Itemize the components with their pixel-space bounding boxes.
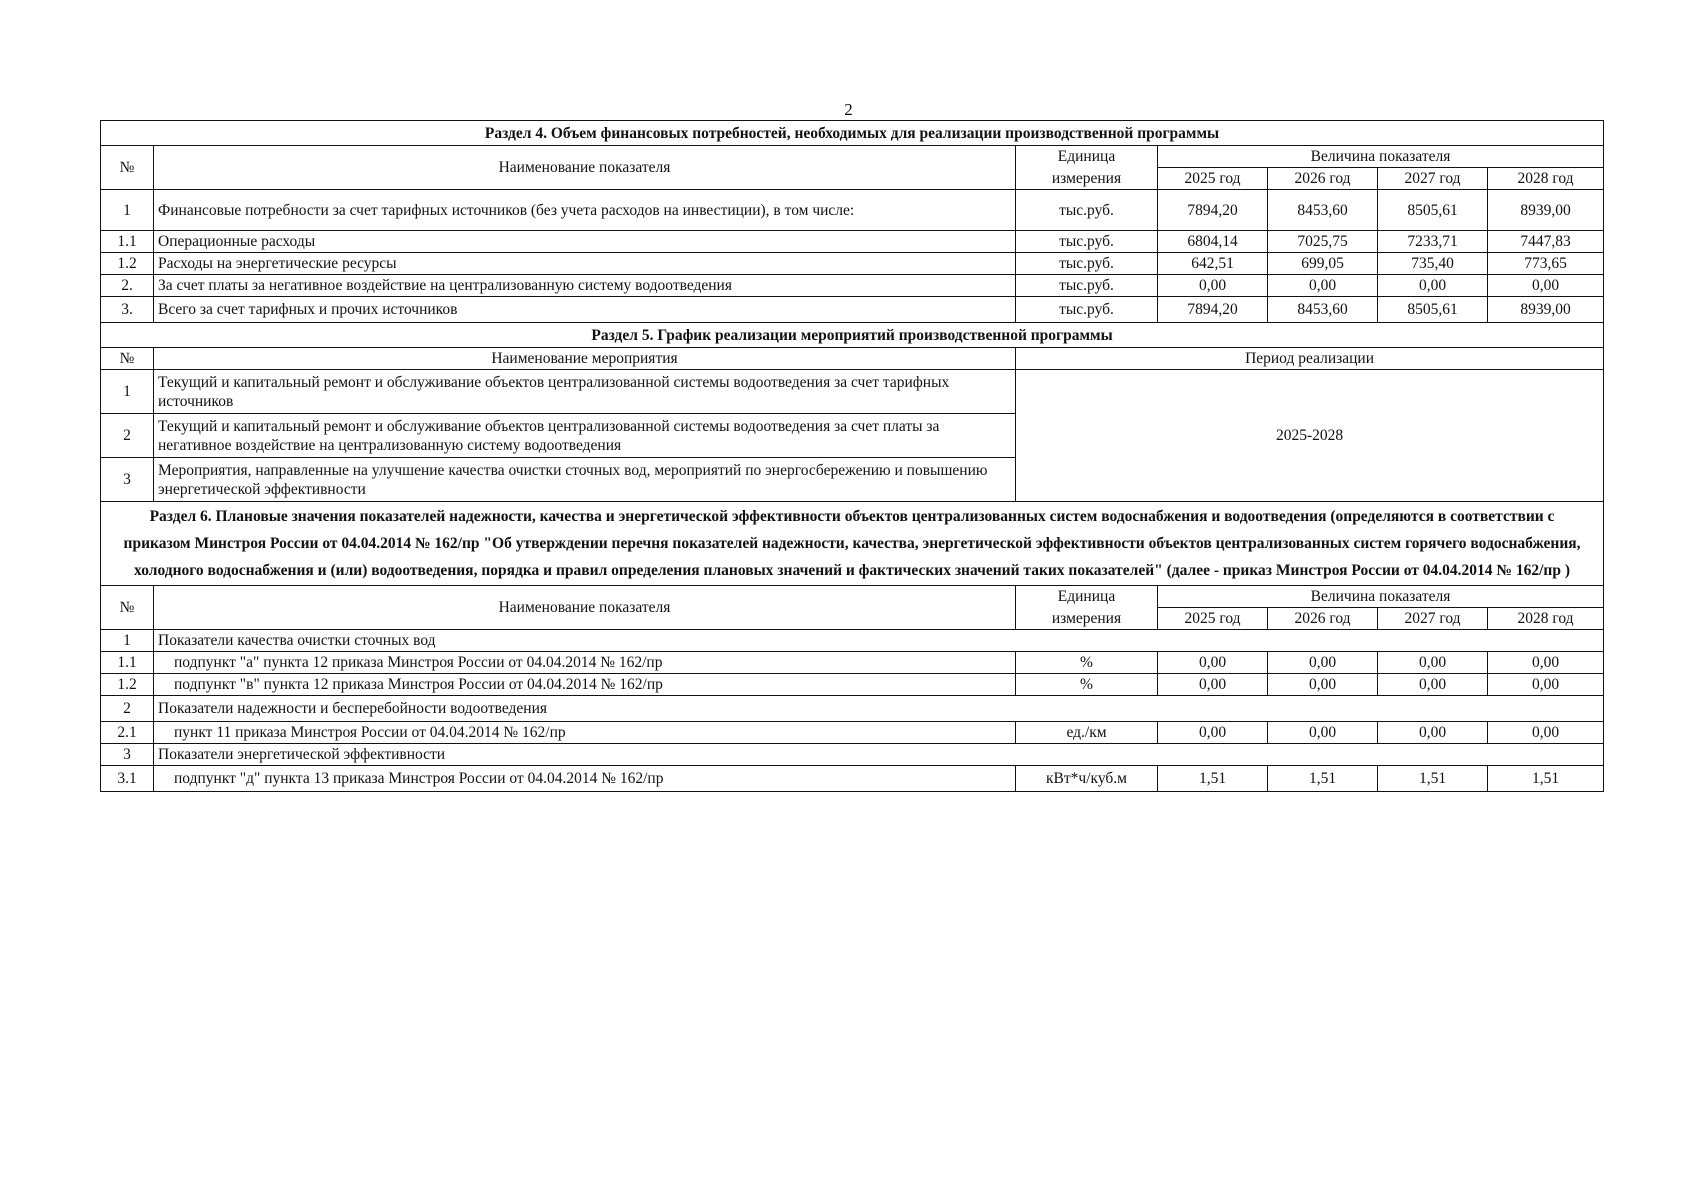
row-num: 2. [101, 275, 154, 297]
section4-title: Раздел 4. Объем финансовых потребностей, необходимых для реализации производственной программы [101, 121, 1604, 146]
row-value: 642,51 [1158, 253, 1268, 275]
s4-row [101, 297, 1604, 323]
row-name: За счет платы за негативное воздействие на централизованную систему водоотведения [154, 275, 1016, 297]
row-num: 1 [101, 370, 154, 414]
row-num: 3 [101, 744, 154, 766]
s4-header-value-group: Величина показателя [1158, 146, 1604, 168]
section5-title: Раздел 5. График реализации мероприятий производственной программы [101, 323, 1604, 348]
s6-header-unit-line2: измерения [1016, 608, 1158, 630]
s6-header-year: 2028 год [1488, 608, 1604, 630]
row-unit: тыс.руб. [1016, 253, 1158, 275]
row-value: 0,00 [1378, 275, 1488, 297]
s6-header-num: № [101, 586, 154, 630]
row-num: 3 [101, 458, 154, 502]
row-value: 7894,20 [1158, 190, 1268, 231]
page-number: 2 [844, 100, 853, 119]
row-num: 1 [101, 630, 154, 652]
s4-header-year: 2025 год [1158, 168, 1268, 190]
row-value: 7025,75 [1268, 231, 1378, 253]
s6-header-name: Наименование показателя [154, 586, 1016, 630]
row-value: 0,00 [1488, 674, 1604, 696]
row-value: 7447,83 [1488, 231, 1604, 253]
s4-header-name: Наименование показателя [154, 146, 1016, 190]
s6-group-row [101, 744, 1604, 766]
row-unit: % [1016, 674, 1158, 696]
s5-header-period: Период реализации [1016, 348, 1604, 370]
row-value: 0,00 [1158, 674, 1268, 696]
row-value: 0,00 [1158, 722, 1268, 744]
row-value: 0,00 [1158, 652, 1268, 674]
row-unit: % [1016, 652, 1158, 674]
row-value: 0,00 [1488, 275, 1604, 297]
row-num: 1.1 [101, 652, 154, 674]
s5-header-name: Наименование мероприятия [154, 348, 1016, 370]
row-name: Расходы на энергетические ресурсы [154, 253, 1016, 275]
row-value: 0,00 [1158, 275, 1268, 297]
row-value: 0,00 [1268, 652, 1378, 674]
s6-row [101, 722, 1604, 744]
s4-row [101, 275, 1604, 297]
row-num: 3.1 [101, 766, 154, 792]
s6-row [101, 652, 1604, 674]
s4-header-num: № [101, 146, 154, 190]
row-unit: кВт*ч/куб.м [1016, 766, 1158, 792]
row-num: 2 [101, 696, 154, 722]
s5-header-num: № [101, 348, 154, 370]
row-value: 0,00 [1268, 674, 1378, 696]
row-value: 1,51 [1158, 766, 1268, 792]
row-name: подпункт "а" пункта 12 приказа Минстроя России от 04.04.2014 № 162/пр [154, 652, 1016, 674]
row-value: 8453,60 [1268, 190, 1378, 231]
row-value: 6804,14 [1158, 231, 1268, 253]
row-name: Операционные расходы [154, 231, 1016, 253]
section6-title: Раздел 6. Плановые значения показателей надежности, качества и энергетической эффективности объектов централизованных систем водоснабжения и водоотведения (определяются в соответствии с приказом Минстроя России от 04.04.2014 № 162/пр "Об утверждении перечня показателей надежности, качества, энергетической эффективности объектов централизованных систем горячего водоснабжения, холодного водоснабжения и (или) водоотведения, порядка и правил определения плановых значений и фактических значений таких показателей" (далее - приказ Минстроя России от 04.04.2014 № 162/пр ) [101, 502, 1604, 586]
row-value: 1,51 [1488, 766, 1604, 792]
row-name: Мероприятия, направленные на улучшение качества очистки сточных вод, мероприятий по энергосбережению и повышению энергетической эффективности [154, 458, 1016, 502]
row-unit: тыс.руб. [1016, 275, 1158, 297]
s5-row [101, 370, 1604, 414]
s4-row [101, 231, 1604, 253]
row-value: 8939,00 [1488, 190, 1604, 231]
row-unit: тыс.руб. [1016, 297, 1158, 323]
row-unit: тыс.руб. [1016, 231, 1158, 253]
row-value: 8505,61 [1378, 190, 1488, 231]
s4-header-year: 2027 год [1378, 168, 1488, 190]
s6-group-row [101, 630, 1604, 652]
s6-header-value-group: Величина показателя [1158, 586, 1604, 608]
row-num: 2 [101, 414, 154, 458]
row-value: 7894,20 [1158, 297, 1268, 323]
s4-header-year: 2026 год [1268, 168, 1378, 190]
s4-header-unit-line1: Единица [1016, 146, 1158, 168]
row-name: Показатели качества очистки сточных вод [154, 630, 1604, 652]
row-name: пункт 11 приказа Минстроя России от 04.04.2014 № 162/пр [154, 722, 1016, 744]
row-unit: тыс.руб. [1016, 190, 1158, 231]
s6-row [101, 766, 1604, 792]
s6-row [101, 674, 1604, 696]
row-value: 0,00 [1268, 275, 1378, 297]
row-name: Показатели энергетической эффективности [154, 744, 1604, 766]
row-num: 3. [101, 297, 154, 323]
row-num: 1 [101, 190, 154, 231]
row-value: 773,65 [1488, 253, 1604, 275]
s5-period-value: 2025-2028 [1016, 370, 1604, 502]
row-name: подпункт "д" пункта 13 приказа Минстроя России от 04.04.2014 № 162/пр [154, 766, 1016, 792]
row-value: 0,00 [1488, 722, 1604, 744]
s4-row [101, 190, 1604, 231]
row-value: 0,00 [1268, 722, 1378, 744]
row-num: 2.1 [101, 722, 154, 744]
row-unit: ед./км [1016, 722, 1158, 744]
s6-header-year: 2027 год [1378, 608, 1488, 630]
s6-group-row [101, 696, 1604, 722]
row-value: 8505,61 [1378, 297, 1488, 323]
s6-header-year: 2025 год [1158, 608, 1268, 630]
row-value: 8453,60 [1268, 297, 1378, 323]
row-name: Показатели надежности и бесперебойности водоотведения [154, 696, 1604, 722]
row-value: 7233,71 [1378, 231, 1488, 253]
row-name: Финансовые потребности за счет тарифных источников (без учета расходов на инвестиции), в том числе: [154, 190, 1016, 231]
s4-row [101, 253, 1604, 275]
s6-header-year: 2026 год [1268, 608, 1378, 630]
row-name: Текущий и капитальный ремонт и обслуживание объектов централизованной системы водоотведения за счет тарифных источников [154, 370, 1016, 414]
s4-header-year: 2028 год [1488, 168, 1604, 190]
s6-header-unit-line1: Единица [1016, 586, 1158, 608]
row-value: 1,51 [1268, 766, 1378, 792]
row-name: подпункт "в" пункта 12 приказа Минстроя России от 04.04.2014 № 162/пр [154, 674, 1016, 696]
row-num: 1.2 [101, 253, 154, 275]
row-value: 0,00 [1488, 652, 1604, 674]
row-value: 1,51 [1378, 766, 1488, 792]
row-value: 699,05 [1268, 253, 1378, 275]
row-value: 0,00 [1378, 652, 1488, 674]
row-value: 0,00 [1378, 722, 1488, 744]
production-program-table [100, 120, 1604, 792]
row-value: 0,00 [1378, 674, 1488, 696]
row-num: 1.1 [101, 231, 154, 253]
row-num: 1.2 [101, 674, 154, 696]
row-name: Всего за счет тарифных и прочих источников [154, 297, 1016, 323]
row-name: Текущий и капитальный ремонт и обслуживание объектов централизованной системы водоотведения за счет платы за негативное воздействие на централизованную систему водоотведения [154, 414, 1016, 458]
row-value: 735,40 [1378, 253, 1488, 275]
row-value: 8939,00 [1488, 297, 1604, 323]
s4-header-unit-line2: измерения [1016, 168, 1158, 190]
